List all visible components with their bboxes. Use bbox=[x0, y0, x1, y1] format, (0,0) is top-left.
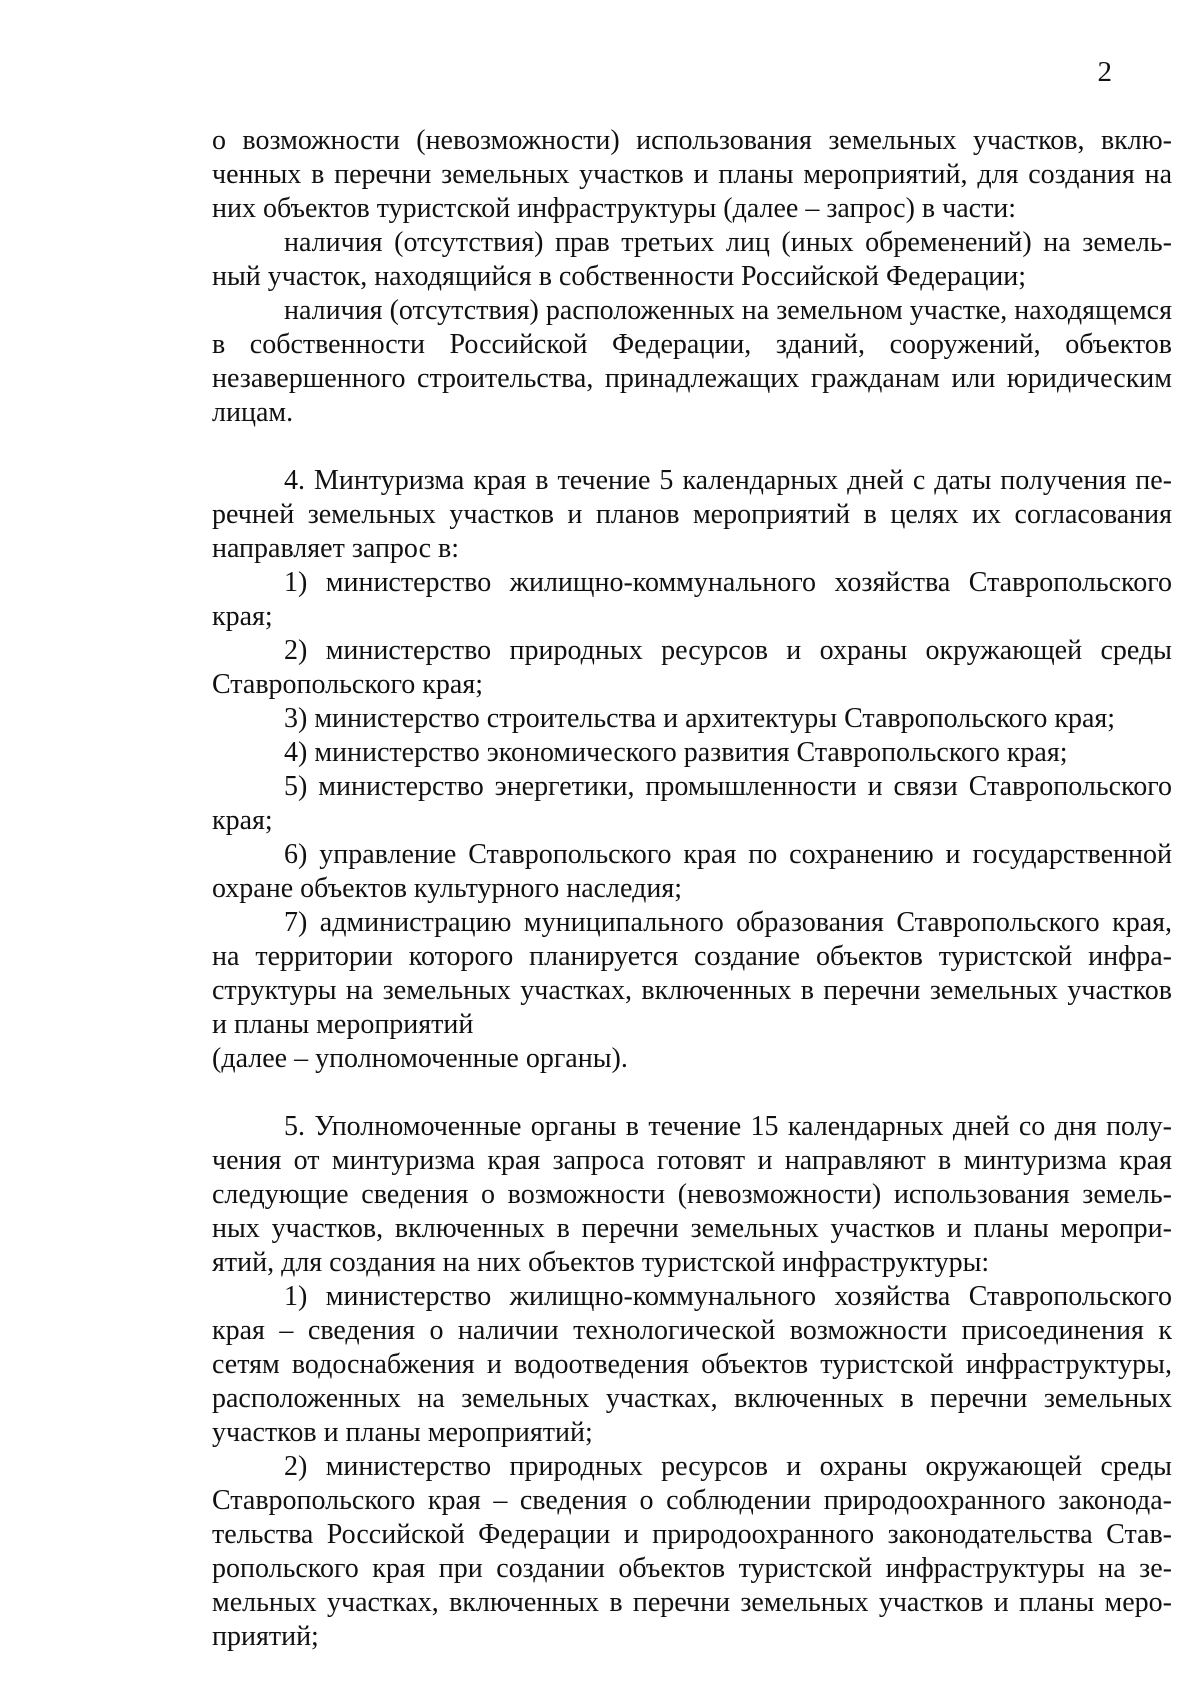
section-4-heading-paragraph: 4. Минтуризма края в течение 5 календарных дней с даты получения перечней земельных участков и планов мероприятий в целях их согласования направляет запрос в: bbox=[212, 465, 1172, 564]
paragraph-3-continuation: о возможности (невозможности) использования земельных участков, включенных в перечни земельных участков и планы мероприятий, для создания на них объектов туристской инфраструктуры (далее – запрос) в части: bbox=[212, 125, 1172, 224]
paragraph-buildings-on-land: наличия (отсутствия) расположенных на земельном участке, находящемся в собственности Российской Федерации, зданий, сооружений, объектов незавершенного строительства, принадлежащих гражданам или юридическим лицам. bbox=[212, 295, 1172, 428]
section-4-item-6: 6) управление Ставропольского края по сохранению и государственной охране объектов культурного наследия; bbox=[212, 839, 1172, 904]
section-4-item-3: 3) министерство строительства и архитектуры Ставропольского края; bbox=[284, 703, 1116, 734]
section-4-item-7: 7) администрацию муниципального образования Ставропольского края, на территории которого планируется создание объектов туристской инфраструктуры на земельных участках, включенных в перечни земельных участков и планы мероприятий bbox=[212, 907, 1172, 1040]
section-5-item-1: 1) министерство жилищно-коммунального хозяйства Ставропольского края – сведения о наличии технологической возможности присоединения к сетям водоснабжения и водоотведения объектов туристской инфраструктуры, расположенных на земельных участках, включенных в перечни земельных участков и планы мероприятий; bbox=[212, 1281, 1172, 1448]
section-5-item-2: 2) министерство природных ресурсов и охраны окружающей среды Ставропольского края – сведения о соблюдении природоохранного законодательства Российской Федерации и природоохранного законодательства Ставропольского края при создании объектов туристской инфраструктуры на земельных участках, включенных в перечни земельных участков и планы мероприятий; bbox=[212, 1451, 1172, 1652]
section-4-item-1: 1) министерство жилищно-коммунального хозяйства Ставропольского края; bbox=[212, 567, 1172, 632]
section-5-heading-paragraph: 5. Уполномоченные органы в течение 15 календарных дней со дня получения от минтуризма края запроса готовят и направляют в минтуризма края следующие сведения о возможности (невозможности) использования земельных участков, включенных в перечни земельных участков и планы мероприятий, для создания на них объектов туристской инфраструктуры: bbox=[212, 1111, 1172, 1278]
section-4-item-4: 4) министерство экономического развития Ставропольского края; bbox=[284, 737, 1068, 768]
paragraph-third-party-rights: наличия (отсутствия) прав третьих лиц (иных обременений) на земельный участок, находящийся в собственности Российской Федерации; bbox=[212, 227, 1172, 292]
section-4-item-5: 5) министерство энергетики, промышленности и связи Ставропольского края; bbox=[212, 771, 1172, 836]
page-number: 2 bbox=[1097, 56, 1112, 88]
section-4-closing: (далее – уполномоченные органы). bbox=[212, 1043, 628, 1074]
document-body bbox=[212, 124, 1172, 1654]
section-4-item-2: 2) министерство природных ресурсов и охраны окружающей среды Ставропольского края; bbox=[212, 635, 1172, 700]
